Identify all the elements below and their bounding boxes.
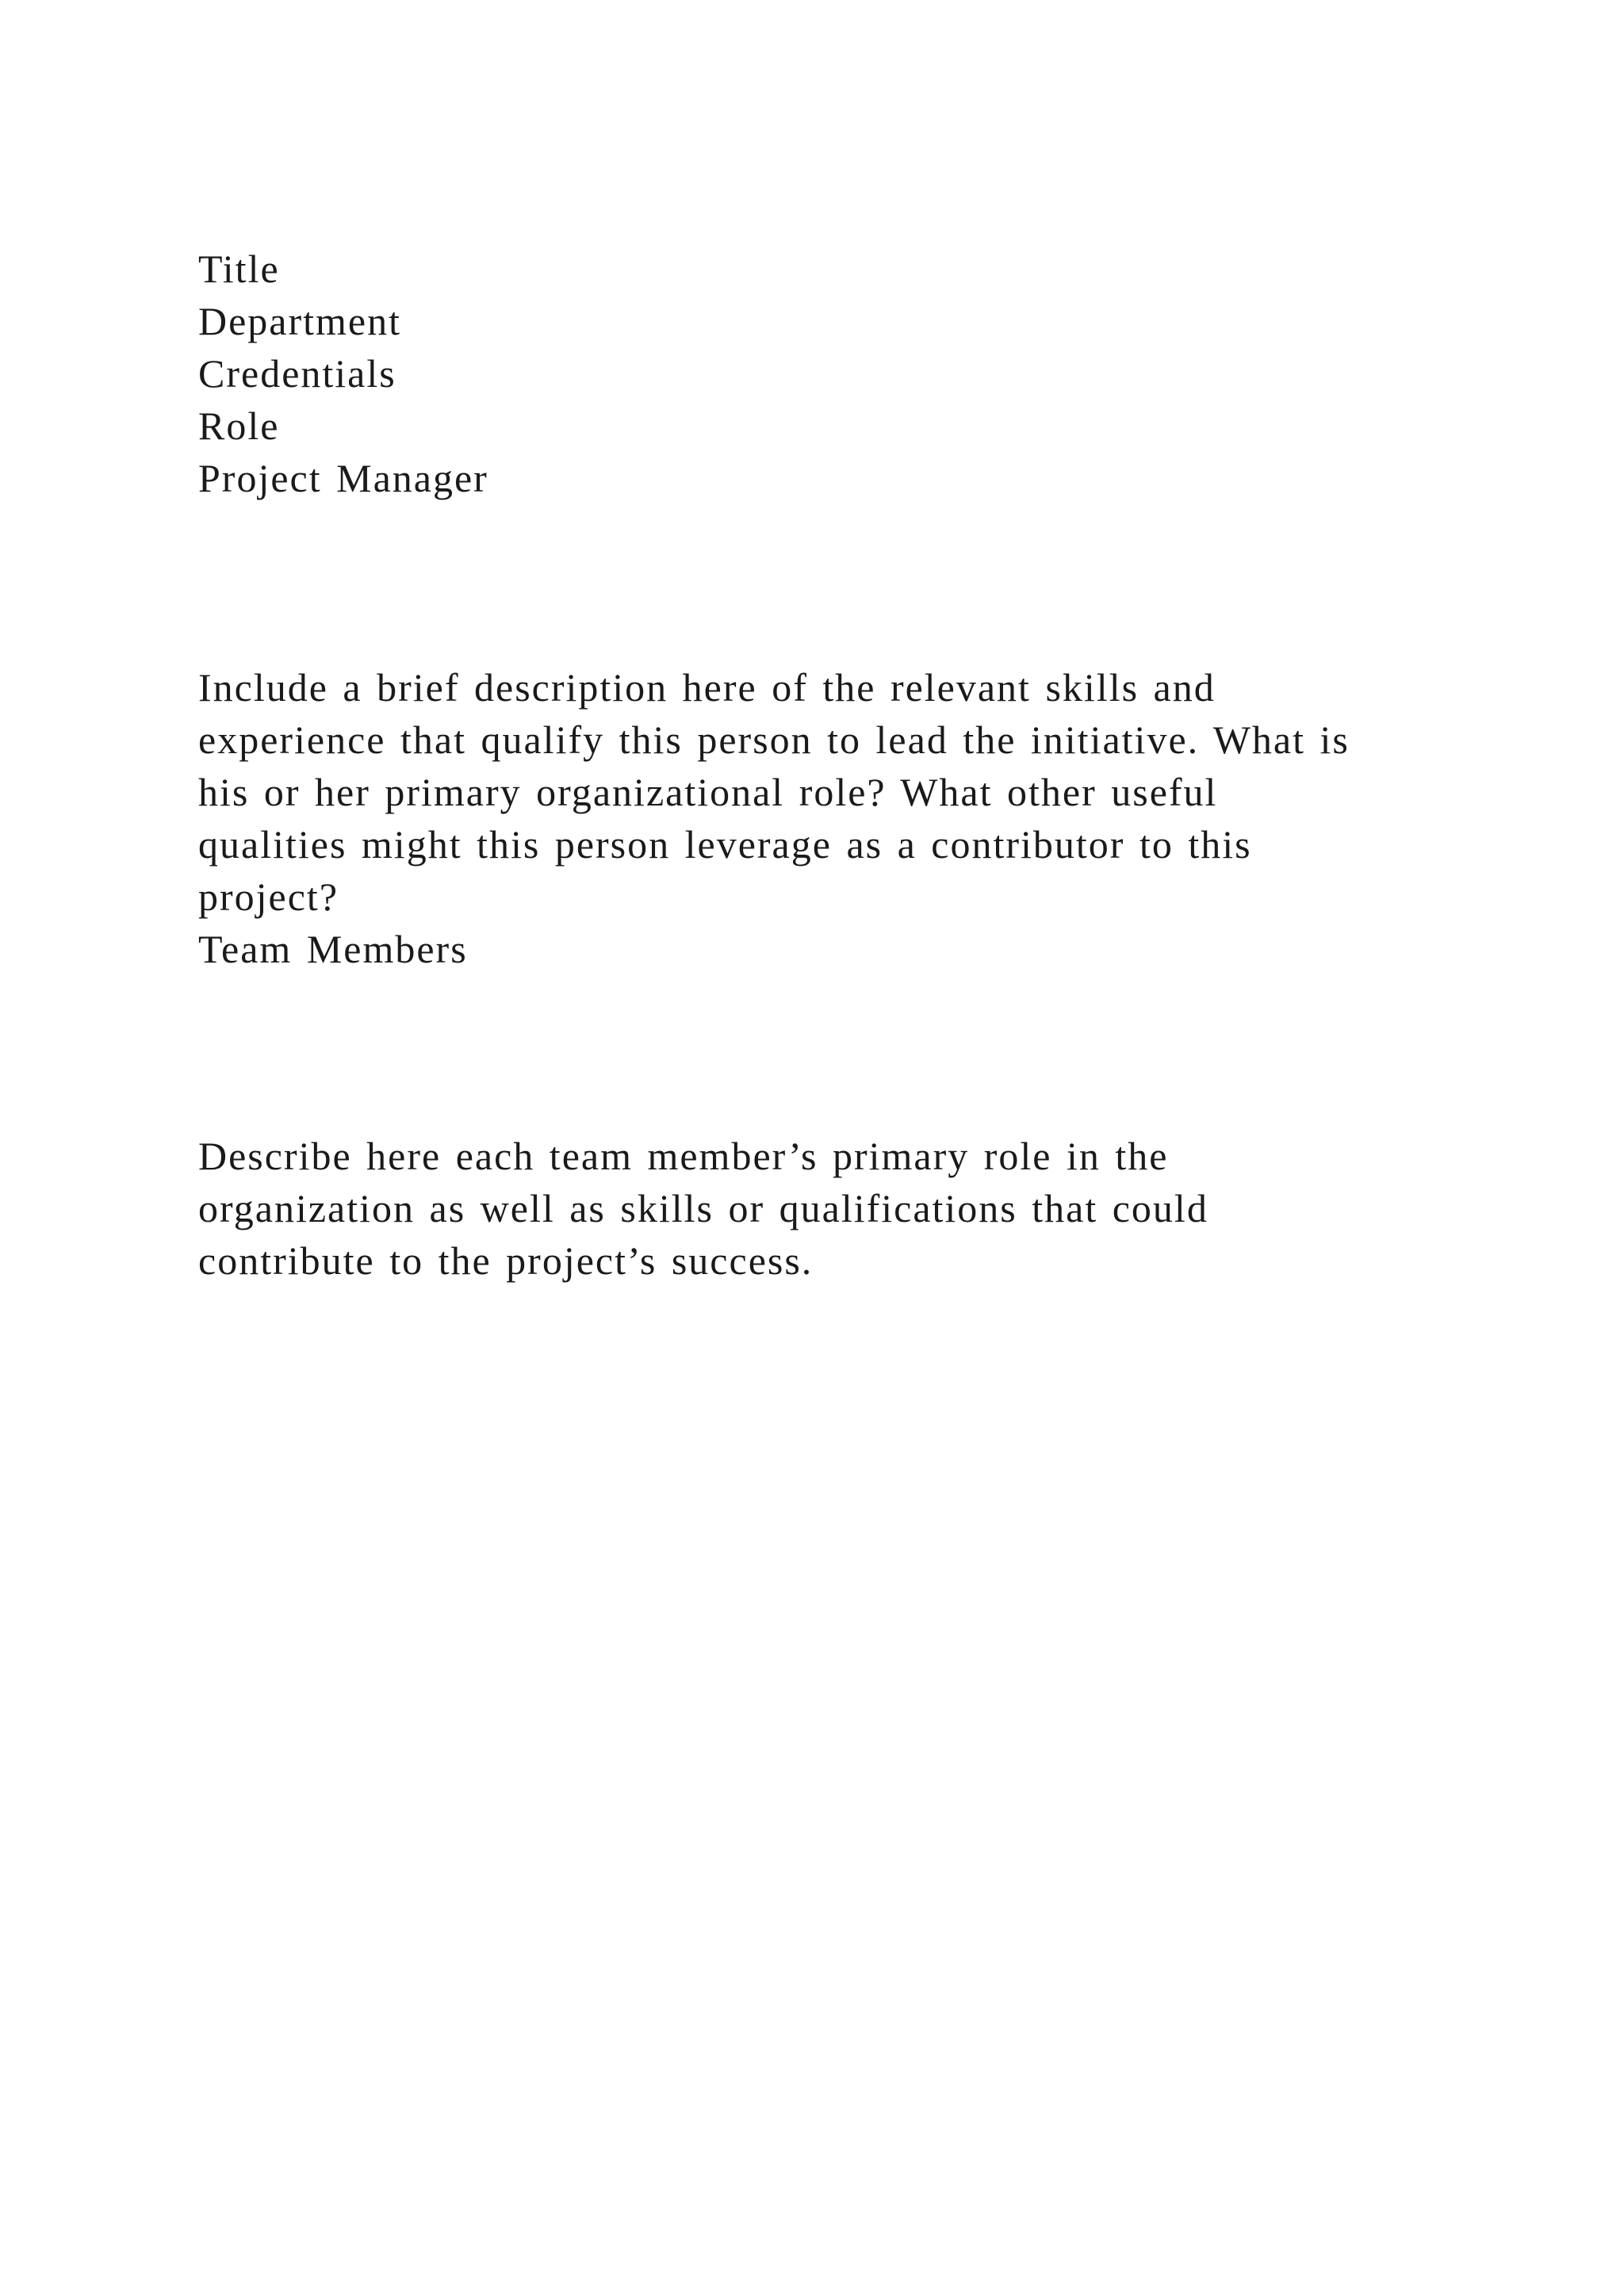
- field-role-value: Project Manager: [198, 456, 488, 500]
- field-title-label: Title: [198, 247, 280, 291]
- field-role-label: Role: [198, 404, 280, 448]
- field-credentials-label: Credentials: [198, 351, 396, 396]
- team-description-line: contribute to the project’s success.: [198, 1238, 814, 1283]
- team-members-description: [198, 1130, 1507, 1287]
- field-department-label: Department: [198, 299, 402, 343]
- header-fields: [198, 243, 1507, 504]
- pm-description-line: Include a brief description here of the relevant skills and: [198, 665, 1216, 710]
- pm-description-line: his or her primary organizational role? What other useful: [198, 770, 1218, 814]
- team-description-line: Describe here each team member’s primary role in the: [198, 1134, 1169, 1178]
- project-manager-description: [198, 661, 1507, 975]
- pm-description-line: experience that qualify this person to lead the initiative. What is: [198, 718, 1350, 762]
- team-description-line: organization as well as skills or qualifications that could: [198, 1186, 1208, 1230]
- pm-description-line: qualities might this person leverage as a contributor to this: [198, 822, 1252, 867]
- team-members-heading: Team Members: [198, 927, 468, 971]
- pm-description-line: project?: [198, 874, 339, 919]
